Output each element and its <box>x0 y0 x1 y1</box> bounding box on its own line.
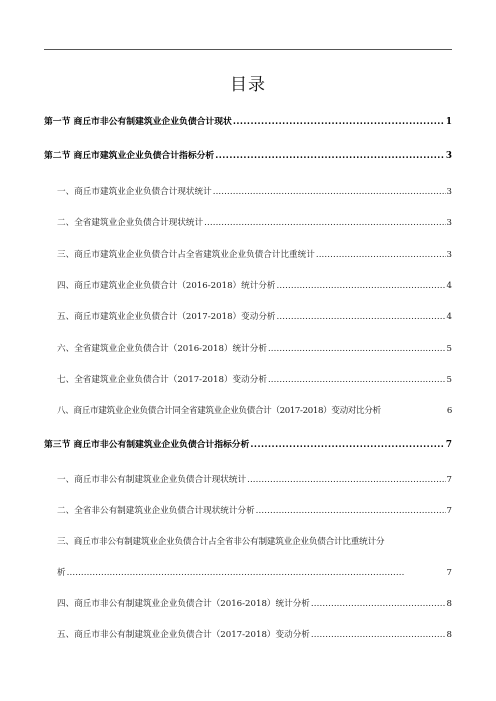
toc-entry-page: 3 <box>446 250 452 260</box>
toc-leader-dots <box>204 218 445 229</box>
toc-entry-2-7[interactable] <box>44 372 452 386</box>
toc-entry-page: 3 <box>446 218 452 228</box>
toc-entry-section-2[interactable] <box>44 148 452 162</box>
toc-entry-page: 4 <box>446 281 452 291</box>
toc-entry-2-3[interactable] <box>44 247 452 261</box>
toc-entry-page: 5 <box>446 344 452 354</box>
toc-leader-dots <box>250 440 444 451</box>
toc-leader-dots <box>311 630 446 641</box>
toc-entry-text: 五、商丘市非公有制建筑业企业负债合计（2017-2018）变动分析 <box>57 630 310 640</box>
toc-entry-page: 3 <box>445 151 452 161</box>
toc-entry-3-3[interactable] <box>44 534 452 548</box>
toc-entry-text: 三、商丘市非公有制建筑业企业负债合计占全省非公有制建筑业企业负债合计比重统计分 <box>57 537 385 547</box>
toc-leader-dots <box>213 187 446 198</box>
header-rule <box>44 49 452 50</box>
toc-entry-text: 六、全省建筑业企业负债合计（2016-2018）统计分析 <box>57 344 267 354</box>
toc-leader-dots <box>316 250 446 261</box>
toc-leader-dots <box>277 312 446 323</box>
toc-entry-text: 一、商丘市建筑业企业负债合计现状统计 <box>57 187 212 197</box>
toc-entry-2-1[interactable] <box>44 184 452 198</box>
toc-leader-dots <box>247 475 445 486</box>
toc-entry-text: 七、全省建筑业企业负债合计（2017-2018）变动分析 <box>57 375 267 385</box>
toc-entry-text: 析 <box>57 568 66 578</box>
toc-entry-page: 7 <box>446 475 452 485</box>
toc-entry-text: 二、全省建筑业企业负债合计现状统计 <box>57 218 204 228</box>
toc-leader-dots <box>215 151 445 162</box>
toc-entry-3-1[interactable] <box>44 472 452 486</box>
toc-entry-3-3-continued[interactable] <box>44 565 452 579</box>
toc-entry-page: 1 <box>445 117 452 127</box>
toc-entry-text: 一、商丘市非公有制建筑业企业负债合计现状统计 <box>57 475 247 485</box>
toc-entry-text: 八、商丘市建筑业企业负债合计同全省建筑业企业负债合计（2017-2018）变动对比分析 <box>57 406 381 416</box>
toc-entry-text: 三、商丘市建筑业企业负债合计占全省建筑业企业负债合计比重统计 <box>57 250 315 260</box>
toc-title: 目录 <box>230 75 266 95</box>
toc-entry-page: 7 <box>446 568 452 578</box>
toc-leader-dots <box>311 599 446 610</box>
toc-entry-page: 7 <box>445 440 452 450</box>
toc-entry-text: 第一节 商丘市非公有制建筑业企业负债合计现状 <box>44 117 232 127</box>
toc-entry-section-1[interactable] <box>44 114 452 128</box>
toc-entry-page: 5 <box>446 375 452 385</box>
toc-entry-text: 四、商丘市建筑业企业负债合计（2016-2018）统计分析 <box>57 281 276 291</box>
toc-entry-3-2[interactable] <box>44 503 452 517</box>
toc-entry-section-3[interactable] <box>44 437 452 451</box>
toc-entry-text: 第三节 商丘市非公有制建筑业企业负债合计指标分析 <box>44 440 250 450</box>
toc-entry-text: 五、商丘市建筑业企业负债合计（2017-2018）变动分析 <box>57 312 276 322</box>
toc-leader-dots <box>256 506 446 517</box>
toc-entry-2-8[interactable] <box>44 403 452 417</box>
toc-entry-text: 四、商丘市非公有制建筑业企业负债合计（2016-2018）统计分析 <box>57 599 310 609</box>
toc-leader-dots <box>268 375 446 386</box>
toc-entry-page: 4 <box>446 312 452 322</box>
toc-leader-dots <box>277 281 446 292</box>
toc-entry-text: 第二节 商丘市建筑业企业负债合计指标分析 <box>44 151 215 161</box>
toc-entry-text: 二、全省非公有制建筑业企业负债合计现状统计分析 <box>57 506 255 516</box>
toc-entry-3-4[interactable] <box>44 596 452 610</box>
toc-entry-page: 6 <box>446 406 452 416</box>
toc-leader-dots <box>67 568 446 579</box>
toc-entry-page: 8 <box>446 599 452 609</box>
toc-entry-page: 7 <box>446 506 452 516</box>
toc-entry-3-5[interactable] <box>44 627 452 641</box>
toc-entry-2-5[interactable] <box>44 309 452 323</box>
toc-entry-2-4[interactable] <box>44 278 452 292</box>
toc-leader-dots <box>268 344 446 355</box>
toc-leader-dots <box>233 117 445 128</box>
toc-entry-2-6[interactable] <box>44 341 452 355</box>
toc-entry-page: 8 <box>446 630 452 640</box>
toc-entry-page: 3 <box>446 187 452 197</box>
toc-entry-2-2[interactable] <box>44 215 452 229</box>
